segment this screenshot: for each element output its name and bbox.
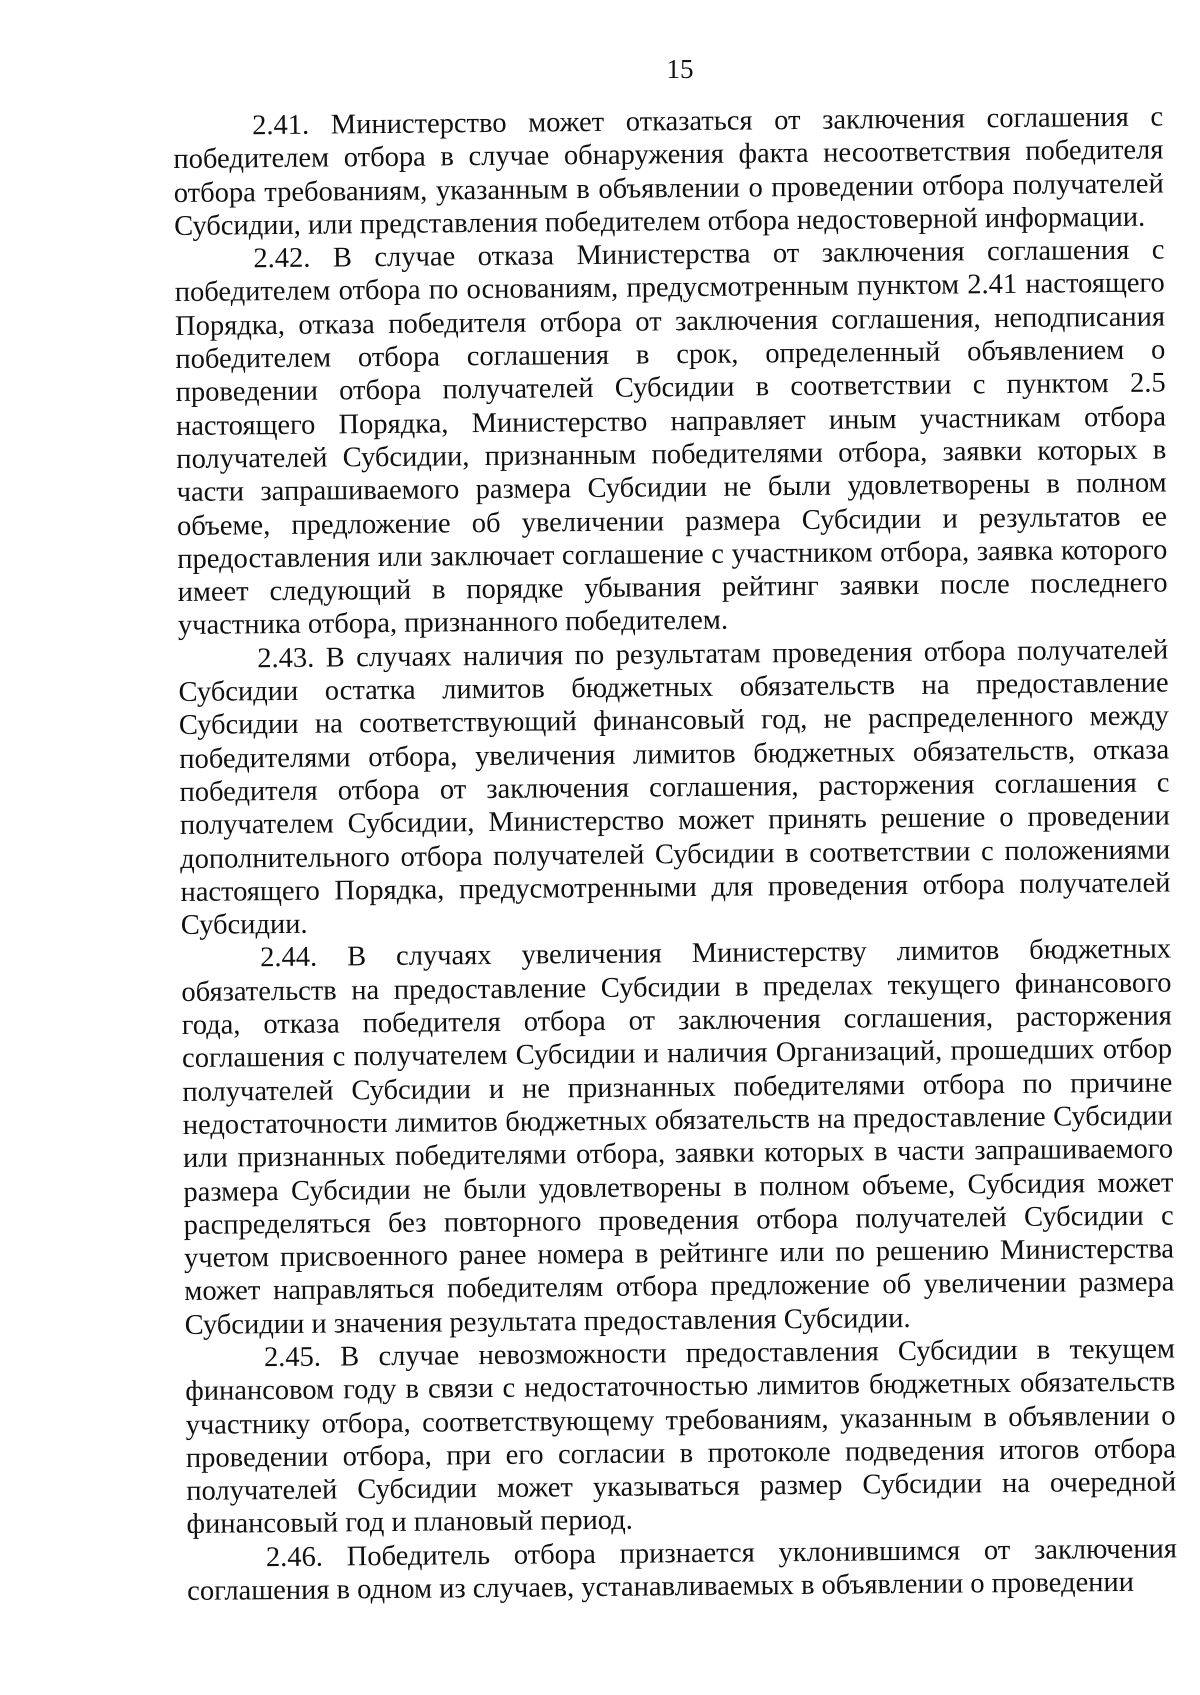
paragraph-2-43: 2.43. В случаях наличия по результатам проведения отбора получателей Субсидии остатка лимитов бюджетных обязательств на предоставление Субсидии на соответствующий финансовый год, не распределенного между победителями отбора, увеличения лимитов бюджетных обязательств, отказа победителя отбора от заключения соглашения, расторжения соглашения с получателем Субсидии, Министерство может принять решение о проведении дополнительного отбора получателей Субсидии в соответствии с положениями настоящего Порядка, предусмотренными для проведения отбора получателей Субсидии. — [178, 634, 1171, 942]
page-number: 15 — [666, 54, 694, 84]
paragraph-2-46: 2.46. Победитель отбора признается уклонившимся от заключения соглашения в одном из случаев, устанавливаемых в объявлении о проведении — [187, 1533, 1178, 1607]
document-body — [173, 100, 1177, 1608]
paragraph-2-41: 2.41. Министерство может отказаться от заключения соглашения с победителем отбора в случае обнаружения факта несоответствия победителя отбора требованиям, указанным в объявлении о проведении отбора получателей Субсидии, или представления победителем отбора недостоверной информации. — [173, 101, 1164, 242]
paragraph-2-42: 2.42. В случае отказа Министерства от заключения соглашения с победителем отбора по основаниям, предусмотренным пунктом 2.41 настоящего Порядка, отказа победителя отбора от заключения соглашения, неподписания победителем отбора соглашения в срок, определенный объявлением о проведении отбора получателей Субсидии в соответствии с пунктом 2.5 настоящего Порядка, Министерство направляет иным участникам отбора получателей Субсидии, признанным победителями отбора, заявки которых в части запрашиваемого размера Субсидии не были удовлетворены в полном объеме, предложение об увеличении размера Субсидии и результатов ее предоставления или заключает соглашение с участником отбора, заявка которого имеет следующий в порядке убывания рейтинг заявки после последнего участника отбора, признанного победителем. — [174, 234, 1168, 642]
paragraph-2-44: 2.44. В случаях увеличения Министерству лимитов бюджетных обязательств на предоставление Субсидии в пределах текущего финансового года, отказа победителя отбора от заключения соглашения, расторжения соглашения с получателем Субсидии и наличия Организаций, прошедших отбор получателей Субсидии и не признанных победителями отбора по причине недостаточности лимитов бюджетных обязательств на предоставление Субсидии или признанных победителями отбора, заявки которых в части запрашиваемого размера Субсидии не были удовлетворены в полном объеме, Субсидия может распределяться без повторного проведения отбора получателей Субсидии с учетом присвоенного ранее номера в рейтинге или по решению Министерства может направляться победителям отбора предложение об увеличении размера Субсидии и значения результата предоставления Субсидии. — [181, 933, 1175, 1341]
paragraph-2-45: 2.45. В случае невозможности предоставления Субсидии в текущем финансовом году в связи с недостаточностью лимитов бюджетных обязательств участнику отбора, соответствующему требованиям, указанным в объявлении о проведении отбора, при его согласии в протоколе подведения итогов отбора получателей Субсидии может указываться размер Субсидии на очередной финансовый год и плановый период. — [185, 1333, 1177, 1541]
